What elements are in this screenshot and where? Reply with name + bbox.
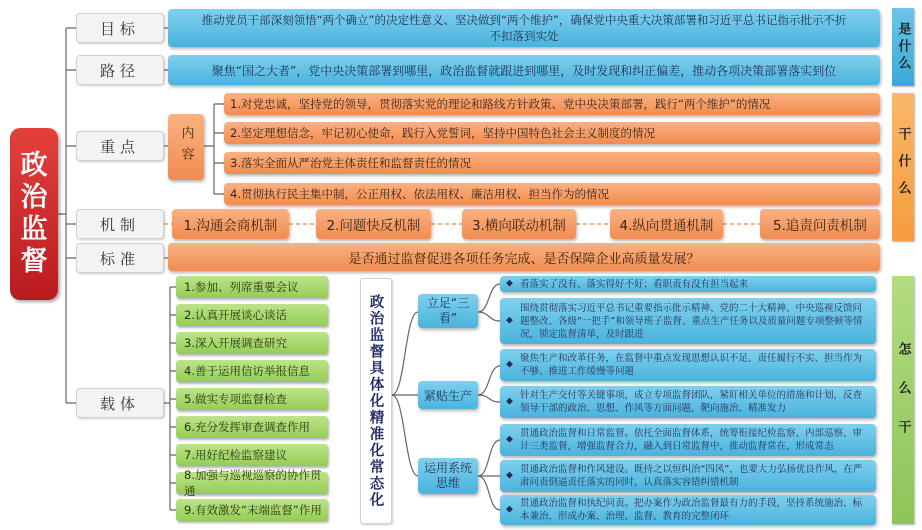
side-label-what (892, 8, 914, 86)
diamond-icon: ◆ (506, 278, 513, 289)
detail-1-2 (500, 298, 876, 344)
category-goal (76, 13, 164, 43)
category-goal-label: 目标 (99, 19, 140, 38)
carrier-item-5 (176, 388, 328, 410)
goal-box (168, 9, 880, 47)
carrier-item-6 (176, 416, 328, 438)
carrier-item-9-text: 9.有效激发“末端监督”作用 (184, 503, 322, 517)
focus-content-text: 内容 (178, 126, 194, 168)
mechanism-3 (462, 209, 576, 239)
category-standard (76, 243, 164, 273)
mechanism-1 (172, 209, 289, 239)
detail-3-1 (500, 424, 876, 456)
detail-1-1-text: 看落实了没有、落实得好不好；看职责有没有担当起来 (520, 278, 749, 290)
concrete-title-text: 政治监督具体化精准化常态化 (367, 293, 384, 509)
standard-box (168, 243, 880, 271)
carrier-item-1-text: 1.参加、列席重要会议 (184, 280, 299, 294)
carrier-item-1 (176, 276, 328, 298)
focus-item-4 (224, 183, 880, 205)
category-focus (76, 131, 164, 161)
carrier-item-2-text: 2.认真开展谈心谈话 (184, 308, 287, 322)
standard-text: 是否通过监督促进各项任务完成、是否保障企业高质量发展？ (348, 251, 700, 267)
carrier-item-7 (176, 444, 328, 466)
category-mechanism-label: 机制 (99, 215, 140, 234)
carrier-item-9 (176, 499, 328, 521)
category-focus-label: 重点 (99, 137, 140, 156)
diamond-icon: ◆ (506, 434, 513, 445)
group-label-2-text: 紧贴生产 (423, 388, 472, 403)
carrier-item-3-text: 3.深入开展调查研究 (184, 336, 287, 350)
detail-3-2-text: 贯通政治监督和作风建设。既持之以恒纠治“四风”，也要大力弘扬优良作风，在严肃问责倒逼责任落实的同时，认真落实容错纠错机制 (520, 464, 863, 488)
carrier-item-8-text: 8.加强与巡视巡察的协作贯通 (184, 468, 322, 498)
category-standard-label: 标准 (99, 249, 140, 268)
detail-3-2 (500, 460, 876, 492)
mechanism-3-text: 3.横向联动机制 (472, 218, 566, 234)
detail-2-2-text: 针对生产交付等关键事项，成立专项监督团队，紧盯相关单位的措施和计划，反查领导干部的政治、思想、作风等方面问题，靶向施治、精准发力 (520, 390, 863, 414)
root-node (10, 128, 58, 300)
diamond-icon: ◆ (506, 504, 513, 515)
diamond-icon: ◆ (506, 359, 513, 370)
focus-item-1-text: 1.对党忠诚，坚持党的领导，贯彻落实党的理论和路线方针政策、党中央决策部署，践行“两个维护”的情况 (230, 97, 771, 111)
detail-2-2 (500, 386, 876, 418)
carrier-item-6-text: 6.充分发挥审查调查作用 (184, 420, 310, 434)
carrier-item-4-text: 4.善于运用信访举报信息 (184, 364, 310, 378)
mechanism-2 (316, 209, 431, 239)
focus-item-4-text: 4.贯彻执行民主集中制，公正用权、依法用权、廉洁用权、担当作为的情况 (230, 187, 609, 201)
category-carrier (76, 388, 164, 418)
side-label-do-what (892, 93, 914, 241)
concrete-title-box (360, 278, 392, 524)
focus-item-2 (224, 122, 880, 144)
diamond-icon: ◆ (506, 396, 513, 407)
category-mechanism (76, 209, 164, 239)
group-label-2 (418, 381, 478, 409)
focus-item-3-text: 3.落实全面从严治党主体责任和监督责任的情况 (230, 156, 471, 170)
focus-content-label (168, 114, 204, 180)
mechanism-4-text: 4.纵向贯通机制 (619, 218, 714, 234)
category-path (76, 55, 164, 85)
detail-2-1 (500, 349, 876, 381)
goal-text: 推动党员干部深刻领悟“两个确立”的决定性意义、坚决做到“两个维护”，确保党中央重大决策部署和习近平总书记指示批示不折不扣落到实处 (201, 13, 847, 43)
mechanism-2-text: 2.问题快反机制 (326, 218, 421, 234)
carrier-item-3 (176, 332, 328, 354)
focus-item-1 (224, 93, 880, 115)
group-label-1 (418, 294, 478, 328)
category-path-label: 路径 (99, 61, 140, 80)
focus-item-3 (224, 152, 880, 174)
mechanism-5-text: 5.追责问责机制 (773, 218, 867, 234)
side-label-how (892, 276, 914, 524)
group-label-1-text: 立足“三看” (426, 296, 470, 325)
detail-3-3-text: 贯通政治监督和执纪问责。把办案作为政治监督最有力的手段，坚持系统施治、标本兼治，形成办案、治理、监督、教育的完整闭环 (520, 498, 863, 522)
path-text: 聚焦“国之大者”，党中央决策部署到哪里，政治监督就跟进到哪里，及时发现和纠正偏差，推动各项决策部署落实到位 (211, 63, 837, 78)
category-carrier-label: 载体 (99, 394, 140, 413)
path-box (168, 55, 880, 85)
mechanism-4 (610, 209, 723, 239)
carrier-item-5-text: 5.做实专项监督检查 (184, 392, 287, 406)
mechanism-1-text: 1.沟通会商机制 (183, 218, 278, 234)
carrier-item-2 (176, 304, 328, 326)
diamond-icon: ◆ (506, 470, 513, 481)
carrier-item-8 (176, 468, 328, 498)
side-label-what-text: 是什么 (895, 21, 911, 73)
detail-3-3 (500, 495, 876, 525)
carrier-item-4 (176, 360, 328, 382)
detail-1-1 (500, 276, 876, 292)
focus-item-2-text: 2.坚定理想信念，牢记初心使命，践行入党誓词，坚持中国特色社会主义制度的情况 (230, 126, 655, 140)
side-label-do-what-text: 干什么 (895, 126, 911, 208)
diamond-icon: ◆ (506, 315, 513, 326)
carrier-item-7-text: 7.用好纪检监察建议 (184, 448, 287, 462)
detail-3-1-text: 贯通政治监督和日常监督。依托全面监督体系，统筹衔接纪检监察、内部巡察、审计三类监督，增强监督合力，融入到日常监督中，推动监督常在、形成常态 (520, 428, 863, 452)
detail-2-1-text: 聚焦生产和改革任务，在监督中重点发现思想认识不足、责任履行不实、担当作为不够、推进工作缓慢等问题 (520, 353, 863, 377)
group-label-3-text: 运用系统思维 (423, 461, 472, 490)
detail-1-2-text: 围绕贯彻落实习近平总书记重要指示批示精神、党的二十大精神、中央巡视反馈问题整改、各级“一把手”和领导班子监督、重点生产任务以及质量问题专项整顿等情况，锁定监督清单，及时跟进 (520, 302, 863, 340)
mechanism-5 (760, 209, 880, 239)
side-label-how-text: 怎么干 (895, 341, 911, 459)
root-title: 政治监督 (20, 150, 48, 277)
group-label-3 (418, 458, 478, 494)
